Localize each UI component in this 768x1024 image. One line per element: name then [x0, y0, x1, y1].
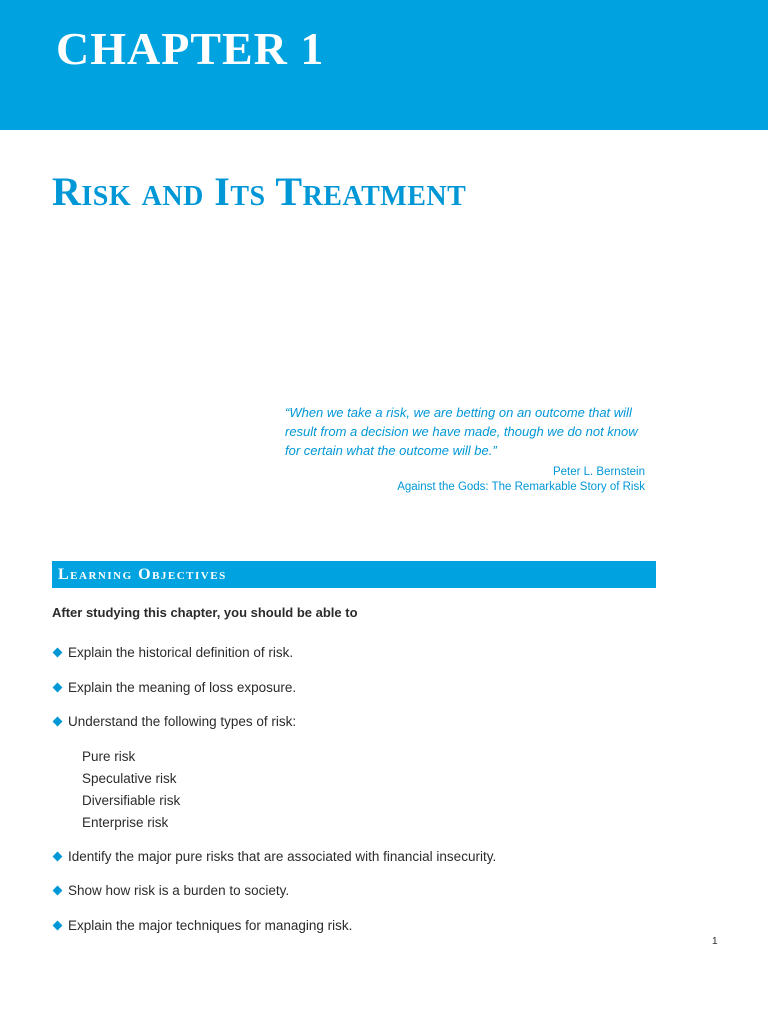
objective-text: Identify the major pure risks that are associated with financial insecurity. — [68, 849, 497, 864]
epigraph-quote: “When we take a risk, we are betting on an outcome that will result from a decision we have made, though we do not know for certain what the outcome will be.” — [285, 405, 638, 458]
learning-objectives-header — [52, 561, 656, 588]
risk-type-item: Pure risk — [82, 749, 136, 764]
learning-objectives-heading: Learning Objectives — [58, 566, 227, 583]
objective-text: Understand the following types of risk: — [68, 714, 297, 729]
objective-text: Explain the major techniques for managing risk. — [68, 918, 353, 933]
objective-item — [52, 848, 496, 866]
epigraph-author: Peter L. Bernstein — [552, 466, 645, 478]
diamond-bullet-icon — [53, 851, 63, 861]
diamond-bullet-icon — [53, 682, 63, 692]
chapter-banner — [0, 0, 768, 130]
objective-item — [52, 644, 293, 662]
risk-type-item: Speculative risk — [82, 771, 177, 786]
risk-type-item: Diversifiable risk — [82, 793, 181, 808]
risk-type-item: Enterprise risk — [82, 815, 169, 830]
objective-text: Explain the meaning of loss exposure. — [68, 680, 297, 695]
objective-item — [52, 882, 289, 900]
objective-item — [52, 917, 352, 935]
objective-text: Show how risk is a burden to society. — [68, 883, 290, 898]
risk-types-list — [82, 746, 180, 834]
epigraph-source: Against the Gods: The Remarkable Story of Risk — [397, 481, 645, 493]
learning-objectives-intro: After studying this chapter, you should be able to — [52, 605, 358, 620]
diamond-bullet-icon — [53, 647, 63, 657]
objective-item — [52, 713, 296, 731]
chapter-number-heading: CHAPTER 1 — [56, 23, 325, 74]
chapter-title: Risk and Its Treatment — [52, 169, 467, 214]
objective-item — [52, 679, 296, 697]
objective-text: Explain the historical definition of risk. — [68, 645, 294, 660]
diamond-bullet-icon — [53, 885, 63, 895]
diamond-bullet-icon — [53, 920, 63, 930]
epigraph — [285, 403, 645, 495]
diamond-bullet-icon — [53, 716, 63, 726]
page-number: 1 — [712, 936, 718, 947]
